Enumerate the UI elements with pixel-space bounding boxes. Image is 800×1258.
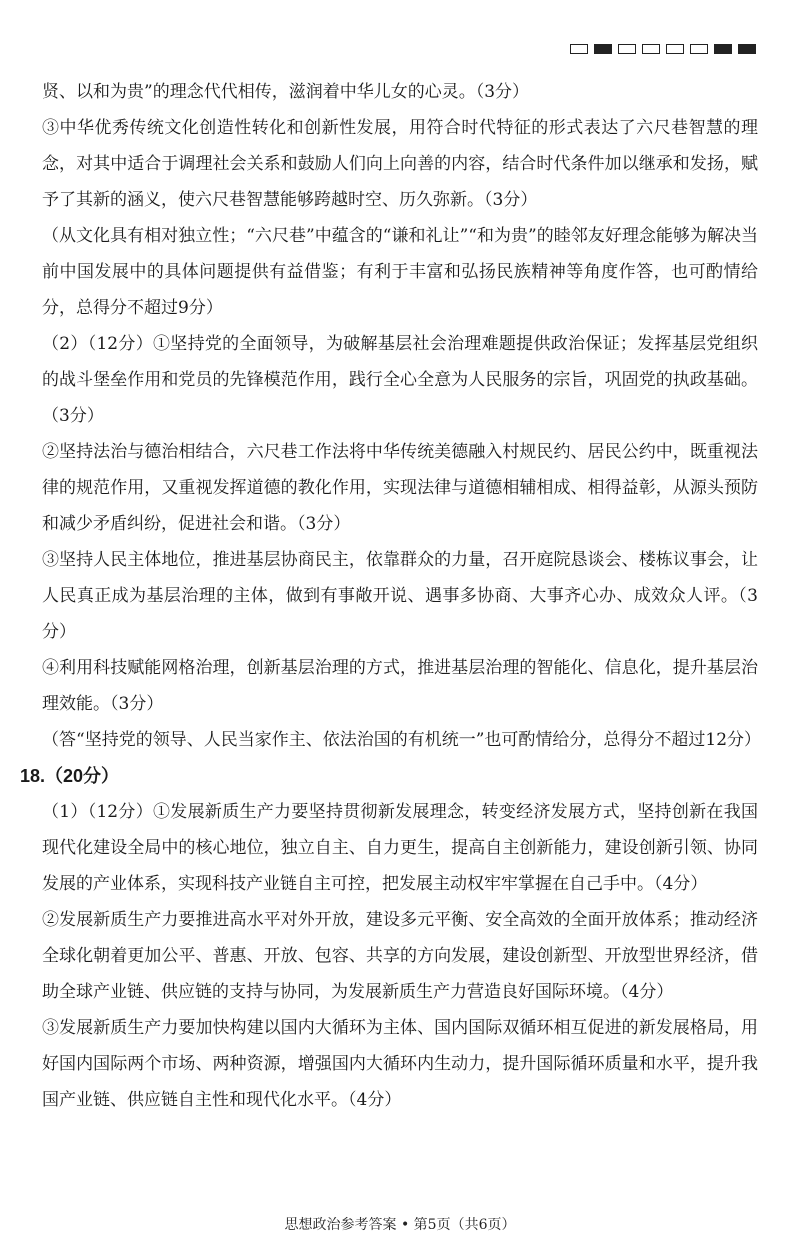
page-footer: 思想政治参考答案 • 第5页（共6页）: [284, 1217, 516, 1233]
marker-square: [690, 44, 708, 54]
marker-square: [666, 44, 684, 54]
answer-paragraph: ②坚持法治与德治相结合，六尺巷工作法将中华传统美德融入村规民约、居民公约中，既重视法律的规范作用，又重视发挥道德的教化作用，实现法律与道德相辅相成、相得益彰，从源头预防和减少矛盾纠纷，促进社会和谐。（3分）: [42, 442, 758, 534]
marker-square: [618, 44, 636, 54]
marker-square: [570, 44, 588, 54]
answer-paragraph: （1）（12分）①发展新质生产力要坚持贯彻新发展理念，转变经济发展方式，坚持创新在我国现代化建设全局中的核心地位，独立自主、自力更生，提高自主创新能力，建设创新引领、协同发展的产业体系，实现科技产业链自主可控，把发展主动权牢牢掌握在自己手中。（4分）: [42, 802, 758, 894]
answer-paragraph: ③中华优秀传统文化创造性转化和创新性发展，用符合时代特征的形式表达了六尺巷智慧的理念，对其中适合于调理社会关系和鼓励人们向上向善的内容，结合时代条件加以继承和发扬，赋予了其新的涵义，使六尺巷智慧能够跨越时空、历久弥新。（3分）: [42, 118, 758, 210]
marker-square: [714, 44, 732, 54]
answer-paragraph: ④利用科技赋能网格治理，创新基层治理的方式，推进基层治理的智能化、信息化，提升基层治理效能。（3分）: [42, 658, 758, 714]
marker-square: [738, 44, 756, 54]
answer-paragraph: ③发展新质生产力要加快构建以国内大循环为主体、国内国际双循环相互促进的新发展格局，用好国内国际两个市场、两种资源，增强国内大循环内生动力，提升国际循环质量和水平，提升我国产业链、供应链自主性和现代化水平。（4分）: [42, 1018, 758, 1110]
answer-paragraph: （答“坚持党的领导、人民当家作主、依法治国的有机统一”也可酌情给分，总得分不超过12分）: [42, 730, 762, 750]
page-marker-squares: [570, 44, 756, 54]
answer-content: [20, 74, 762, 1118]
marker-square: [642, 44, 660, 54]
answer-paragraph: ②发展新质生产力要推进高水平对外开放，建设多元平衡、安全高效的全面开放体系；推动经济全球化朝着更加公平、普惠、开放、包容、共享的方向发展，建设创新型、开放型世界经济，借助全球产业链、供应链的支持与协同，为发展新质生产力营造良好国际环境。（4分）: [42, 910, 758, 1002]
answer-paragraph: 贤、以和为贵”的理念代代相传，滋润着中华儿女的心灵。（3分）: [42, 82, 530, 102]
answer-paragraph: （从文化具有相对独立性；“六尺巷”中蕴含的“谦和礼让”“和为贵”的睦邻友好理念能够为解决当前中国发展中的具体问题提供有益借鉴；有利于丰富和弘扬民族精神等角度作答，也可酌情给分，总得分不超过9分）: [42, 226, 758, 318]
marker-square: [594, 44, 612, 54]
question-number: 18.（20分）: [20, 766, 120, 786]
answer-paragraph: ③坚持人民主体地位，推进基层协商民主，依靠群众的力量，召开庭院恳谈会、楼栋议事会，让人民真正成为基层治理的主体，做到有事敞开说、遇事多协商、大事齐心办、成效众人评。（3分）: [42, 550, 758, 642]
answer-paragraph: （2）（12分）①坚持党的全面领导，为破解基层社会治理难题提供政治保证；发挥基层党组织的战斗堡垒作用和党员的先锋模范作用，践行全心全意为人民服务的宗旨，巩固党的执政基础。（3分）: [42, 334, 758, 426]
